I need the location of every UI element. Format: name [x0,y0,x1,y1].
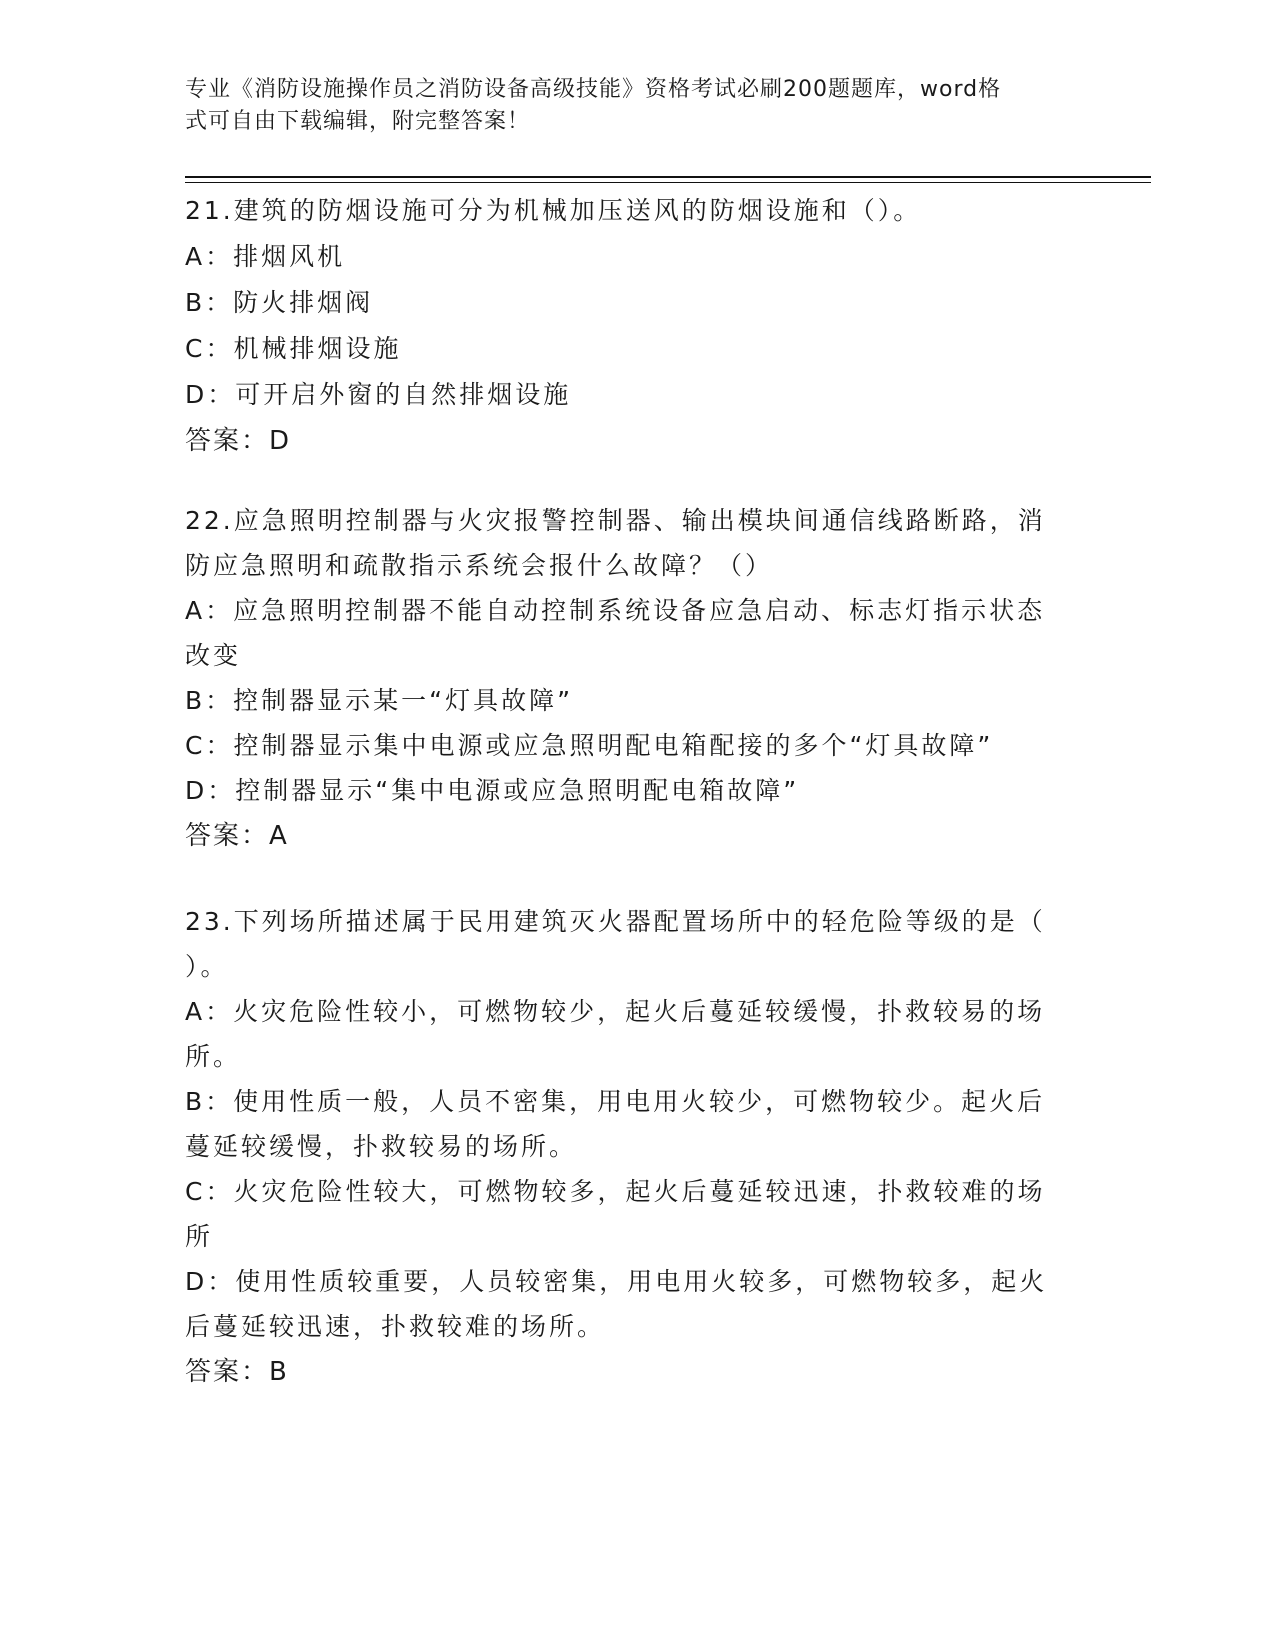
question-22-stem-line-2: 防应急照明和疏散指示系统会报什么故障？（） [185,551,774,580]
question-22 [185,498,1085,859]
question-21 [185,188,1085,464]
question-list [185,188,1085,1395]
question-23-option-d-line-1: D：使用性质较重要，人员较密集，用电用火较多，可燃物较多，起火 [185,1267,1048,1296]
question-21-option-a: A：排烟风机 [185,242,346,271]
question-23-option-b-line-2: 蔓延较缓慢，扑救较易的场所。 [185,1132,578,1161]
question-23-option-b-line-1: B：使用性质一般，人员不密集，用电用火较少，可燃物较少。起火后 [185,1087,1046,1116]
question-22-option-d: D：控制器显示“集中电源或应急照明配电箱故障” [185,776,800,805]
question-23-stem-line-2: ）。 [185,952,229,981]
question-21-stem: 21.建筑的防烟设施可分为机械加压送风的防烟设施和（）。 [185,196,922,225]
question-23-option-a-line-2: 所。 [185,1042,242,1071]
question-23-option-a-line-1: A：火灾危险性较小，可燃物较少，起火后蔓延较缓慢，扑救较易的场 [185,997,1046,1026]
question-21-option-d: D：可开启外窗的自然排烟设施 [185,380,572,409]
question-22-stem-line-1: 22.应急照明控制器与火灾报警控制器、输出模块间通信线路断路，消 [185,506,1046,535]
question-22-option-a-line-1: A：应急照明控制器不能自动控制系统设备应急启动、标志灯指示状态 [185,596,1046,625]
question-21-option-b: B：防火排烟阀 [185,288,374,317]
question-23-option-c-line-2: 所 [185,1222,214,1251]
question-23-option-d-line-2: 后蔓延较迅速，扑救较难的场所。 [185,1312,606,1341]
question-23 [185,899,1085,1395]
header-line-2: 式可自由下载编辑，附完整答案！ [185,109,531,134]
document-header [185,74,1075,138]
question-22-option-c: C：控制器显示集中电源或应急照明配电箱配接的多个“灯具故障” [185,731,994,760]
question-22-option-a-line-2: 改变 [185,641,242,670]
question-23-answer: 答案：B [185,1357,289,1387]
question-22-option-b: B：控制器显示某一“灯具故障” [185,686,574,715]
question-21-option-c: C：机械排烟设施 [185,334,402,363]
question-23-option-c-line-1: C：火灾危险性较大，可燃物较多，起火后蔓延较迅速，扑救较难的场 [185,1177,1046,1206]
question-22-answer: 答案：A [185,821,289,851]
question-21-answer: 答案：D [185,426,292,456]
header-line-1: 专业《消防设施操作员之消防设备高级技能》资格考试必刷200题题库，word格 [185,77,1002,102]
question-23-stem-line-1: 23.下列场所描述属于民用建筑灭火器配置场所中的轻危险等级的是（ [185,907,1046,936]
header-divider-thin [185,182,1151,183]
header-divider-thick [185,176,1151,178]
